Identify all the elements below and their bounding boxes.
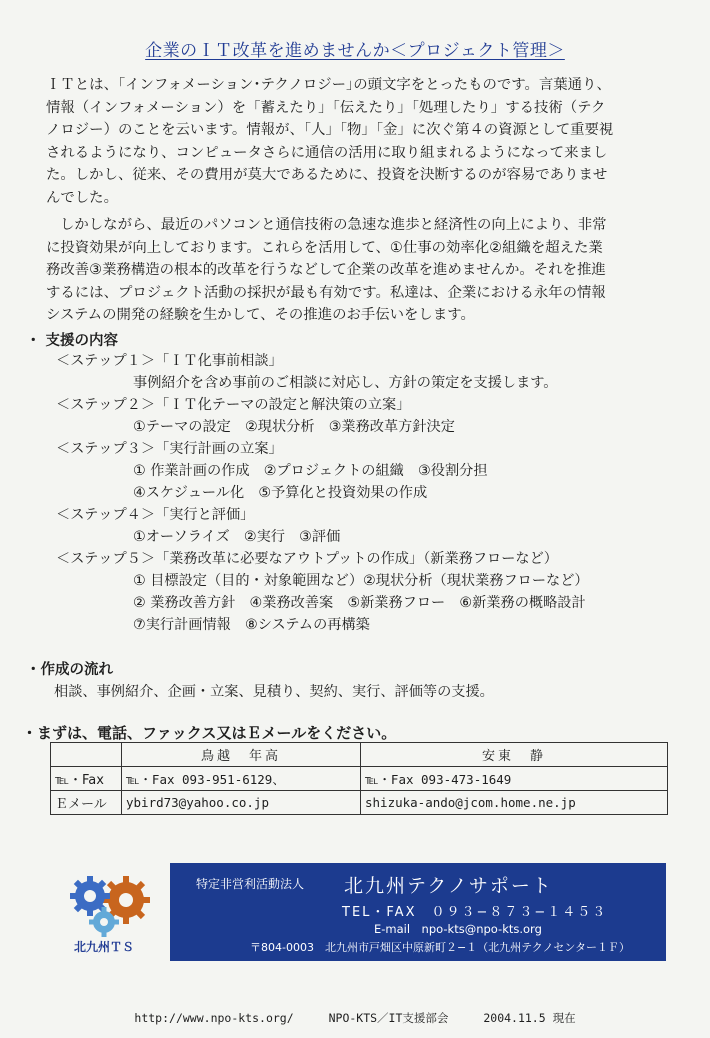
table-header-cell <box>51 743 122 767</box>
intro-line: んでした。 <box>46 189 118 206</box>
email-torigoe-link[interactable]: ybird73@yahoo.co.jp <box>122 791 361 815</box>
step-4-title: ＜ステップ４＞「実行と評価」 <box>56 507 255 523</box>
table-row <box>51 791 668 815</box>
intro-line: た。しかし、従来、その費用が莫大であるために、投資を決断するのが容易でありませ <box>46 167 608 183</box>
second-paragraph <box>46 214 668 327</box>
step-1-item: 事例紹介を含め事前のご相談に対応し、方針の策定を支援します。 <box>133 375 558 391</box>
org-name: 北九州テクノサポート <box>344 875 553 897</box>
step-5-item: ① 目標設定（目的・対象範囲など）②現状分析（現状業務フローなど） <box>133 573 589 589</box>
second-line: しかしながら、最近のパソコンと通信技術の急速な進歩と経済性の向上により、非常 <box>60 217 607 233</box>
table-header-cell: 安東 静 <box>361 743 668 767</box>
contact-table <box>50 742 668 815</box>
table-header-cell: 鳥越 年高 <box>122 743 361 767</box>
phone-fax-ando: ℡・Fax 093-473-1649 <box>361 767 668 791</box>
step-2-item: ①テーマの設定 ②現状分析 ③業務改革方針決定 <box>133 419 455 435</box>
org-type: 特定非営利活動法人 <box>196 877 305 891</box>
step-5-item: ⑦実行計画情報 ⑧システムの再構築 <box>133 617 370 633</box>
intro-paragraph <box>46 74 668 209</box>
footer <box>0 1010 710 1026</box>
intro-line: 情報（インフォメーション）を「蓄えたり」「伝えたり」「処理したり」する技術（テク <box>46 99 606 116</box>
second-line: 務改善③業務構造の根本的改革を行うなどして企業の改革を進めませんか。それを推進 <box>46 262 606 278</box>
org-tel-fax: TEL・FAX ０９３−８７３−１４５３ <box>342 905 608 920</box>
intro-line: ＩＴとは、｢インフォメーション･テクノロジー｣の頭文字をとったものです。言葉通り、 <box>46 77 611 93</box>
second-line: に投資効果が向上しております。これらを活用して、①仕事の効率化②組織を超えた業 <box>46 239 603 256</box>
intro-line: ノロジー）のことを云います。情報が、「人」「物」「金」に次ぐ第４の資源として重要視 <box>46 122 614 138</box>
intro-line: されるようになり、コンピュータさらに通信の活用に取り組まれるようになって来まし <box>46 144 608 161</box>
second-line: システムの開発の経験を生かして、その推進のお手伝いをします。 <box>46 307 475 323</box>
footer-url-link[interactable]: http://www.npo-kts.org/ <box>134 1011 294 1025</box>
organization-banner <box>170 863 666 961</box>
footer-dept: NPO-KTS／IT支援部会 <box>328 1011 449 1025</box>
footer-date: 2004.11.5 現在 <box>483 1011 576 1025</box>
email-ando-link[interactable]: shizuka-ando@jcom.home.ne.jp <box>361 791 668 815</box>
step-4-item: ①オーソライズ ②実行 ③評価 <box>133 529 341 545</box>
logo-text: 北九州ＴＳ <box>74 940 135 954</box>
table-row <box>51 767 668 791</box>
org-address: 〒804-0003 北九州市戸畑区中原新町２−１（北九州テクノセンター１Ｆ） <box>250 941 630 954</box>
table-cell-label: ℡・Fax <box>51 767 122 791</box>
second-line: するには、プロジェクト活動の採択が最も有効です。私達は、企業における永年の情報 <box>46 284 606 301</box>
step-5-item: ② 業務改善方針 ④業務改善案 ⑤新業務フロー ⑥新業務の概略設計 <box>133 595 586 611</box>
contact-heading: ・まずは、電話、ファックス又はＥメールをください。 <box>22 724 397 742</box>
step-2-title: ＜ステップ２＞「ＩＴ化テーマの設定と解決策の立案」 <box>56 397 411 413</box>
table-cell-label: Ｅメール <box>51 791 122 815</box>
flow-text: 相談、事例紹介、企画・立案、見積り、契約、実行、評価等の支援。 <box>54 684 494 700</box>
phone-fax-torigoe: ℡・Fax 093-951-6129、 <box>122 767 361 791</box>
flow-heading: ・作成の流れ <box>26 662 113 678</box>
page-title: 企業のＩＴ改革を進めませんか＜プロジェクト管理＞ <box>145 41 565 61</box>
table-header-row <box>51 743 668 767</box>
step-3-item: ① 作業計画の作成 ②プロジェクトの組織 ③役割分担 <box>133 463 488 479</box>
org-email-link[interactable]: E-mail npo-kts@npo-kts.org <box>374 922 542 936</box>
step-5-title: ＜ステップ５＞「業務改革に必要なアウトプットの作成」（新業務フローなど） <box>56 551 558 567</box>
step-3-title: ＜ステップ３＞「実行計画の立案」 <box>56 441 283 457</box>
support-heading: ・ 支援の内容 <box>26 333 119 349</box>
step-3-item: ④スケジュール化 ⑤予算化と投資効果の作成 <box>133 485 428 501</box>
step-1-title: ＜ステップ１＞「ＩＴ化事前相談」 <box>56 353 283 369</box>
